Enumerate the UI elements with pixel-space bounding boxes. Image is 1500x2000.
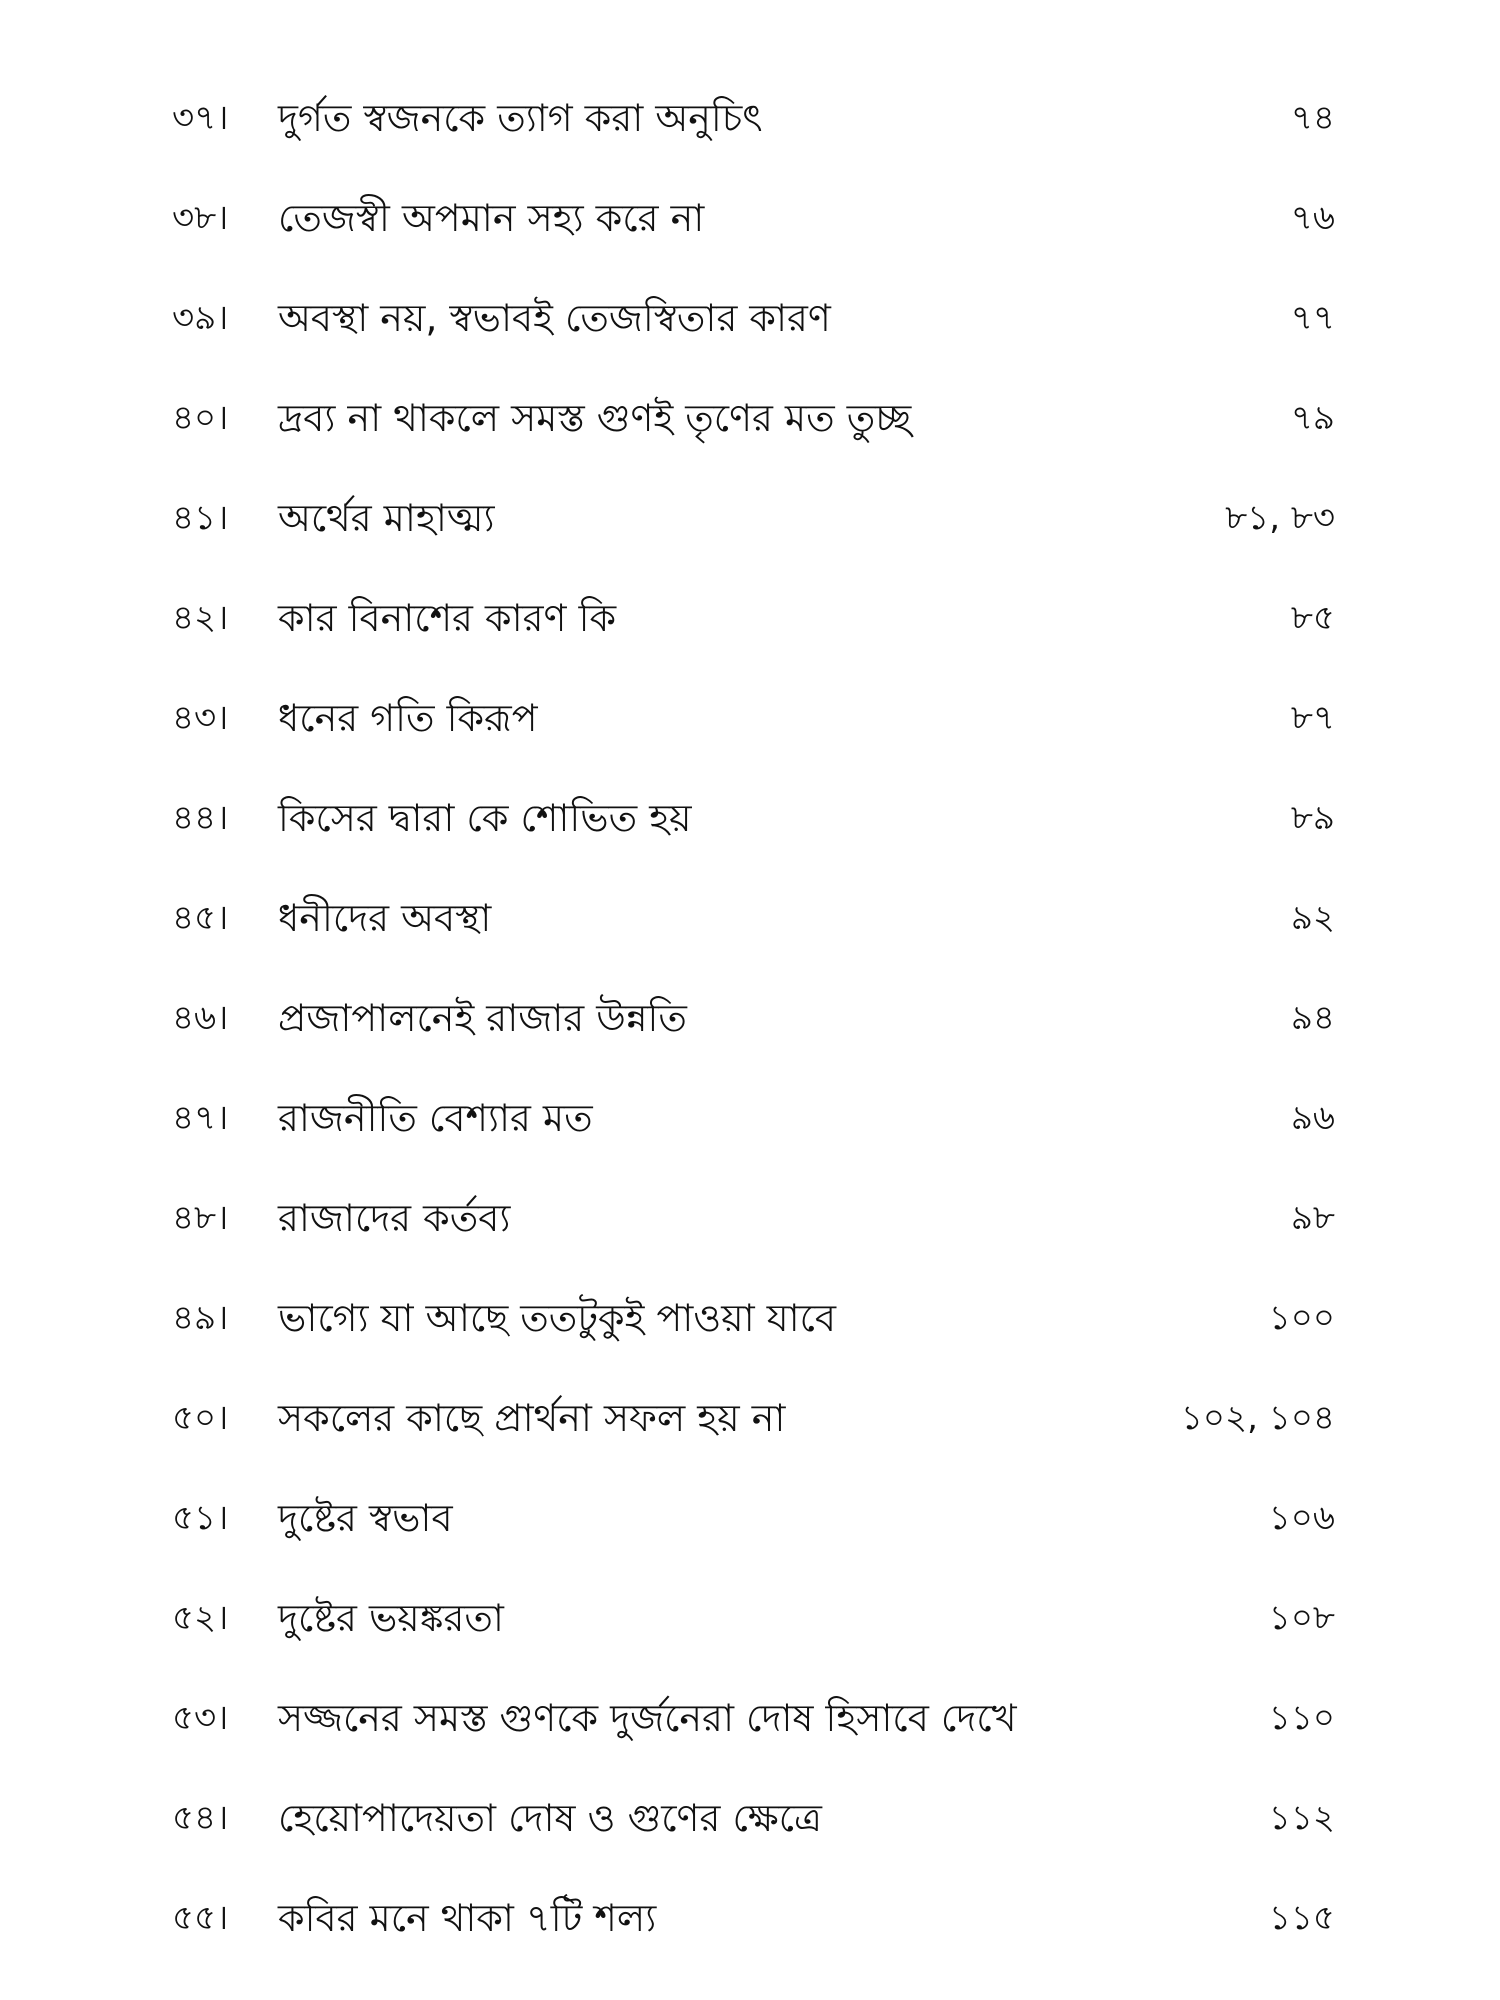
toc-entry: [0, 988, 1500, 1048]
toc-entry: [0, 188, 1500, 248]
entry-number: ৩৯।: [172, 298, 229, 338]
entry-page: ১০৮: [1268, 1598, 1335, 1638]
toc-entry: [0, 1488, 1500, 1548]
entry-page: ৮৯: [1290, 798, 1335, 838]
toc-entry: [0, 1588, 1500, 1648]
toc-entry: [0, 1888, 1500, 1948]
entry-page: ৭৯: [1290, 398, 1335, 438]
entry-page: ৯৪: [1290, 998, 1335, 1038]
entry-number: ৪১।: [172, 498, 229, 538]
entry-title: দুর্গত স্বজনকে ত্যাগ করা অনুচিৎ: [278, 96, 763, 140]
entry-number: ৫১।: [172, 1498, 229, 1538]
entry-title: হেয়োপাদেয়তা দোষ ও গুণের ক্ষেত্রে: [278, 1796, 822, 1840]
toc-entry: [0, 1088, 1500, 1148]
toc-entry: [0, 288, 1500, 348]
toc-entry: [0, 1188, 1500, 1248]
entry-number: ৪৮।: [172, 1198, 229, 1238]
entry-page: ৯৬: [1290, 1098, 1335, 1138]
entry-title: কবির মনে থাকা ৭টি শল্য: [278, 1896, 657, 1940]
entry-title: কার বিনাশের কারণ কি: [278, 596, 617, 640]
toc-entry: [0, 88, 1500, 148]
entry-number: ৪৬।: [172, 998, 229, 1038]
entry-number: ৩৭।: [172, 98, 229, 138]
toc-entry: [0, 788, 1500, 848]
entry-number: ৪৩।: [172, 698, 229, 738]
entry-number: ৪২।: [172, 598, 229, 638]
entry-number: ৪৫।: [172, 898, 229, 938]
entry-number: ৪৯।: [172, 1298, 229, 1338]
entry-title: অবস্থা নয়, স্বভাবই তেজস্বিতার কারণ: [278, 296, 831, 340]
entry-page: ৮১, ৮৩: [1225, 498, 1335, 538]
entry-page: ৮৫: [1290, 598, 1335, 638]
entry-title: প্রজাপালনেই রাজার উন্নতি: [278, 996, 687, 1040]
entry-title: কিসের দ্বারা কে শোভিত হয়: [278, 796, 692, 840]
entry-number: ৫৫।: [172, 1898, 229, 1938]
entry-title: সজ্জনের সমস্ত গুণকে দুর্জনেরা দোষ হিসাবে দেখে: [278, 1696, 1017, 1740]
entry-page: ১০৬: [1268, 1498, 1335, 1538]
toc-entry: [0, 488, 1500, 548]
entry-number: ৫৩।: [172, 1698, 229, 1738]
entry-title: ভাগ্যে যা আছে ততটুকুই পাওয়া যাবে: [278, 1296, 837, 1340]
toc-entry: [0, 588, 1500, 648]
entry-title: রাজাদের কর্তব্য: [278, 1196, 511, 1240]
entry-title: ধনীদের অবস্থা: [278, 896, 492, 940]
entry-title: তেজস্বী অপমান সহ্য করে না: [278, 196, 705, 240]
entry-page: ১১৫: [1268, 1898, 1335, 1938]
entry-page: ১১০: [1268, 1698, 1335, 1738]
toc-entry: [0, 1388, 1500, 1448]
entry-number: ৪৪।: [172, 798, 229, 838]
entry-title: রাজনীতি বেশ্যার মত: [278, 1096, 593, 1140]
entry-page: ৯৮: [1290, 1198, 1335, 1238]
entry-number: ৪০।: [172, 398, 229, 438]
entry-number: ৫৪।: [172, 1798, 229, 1838]
entry-number: ৪৭।: [172, 1098, 229, 1138]
entry-page: ১১২: [1268, 1798, 1335, 1838]
entry-number: ৩৮।: [172, 198, 229, 238]
toc-entry: [0, 1288, 1500, 1348]
entry-number: ৫২।: [172, 1598, 229, 1638]
entry-page: ৯২: [1290, 898, 1335, 938]
entry-page: ৭৭: [1290, 298, 1335, 338]
entry-page: ৭৪: [1290, 98, 1335, 138]
entry-title: অর্থের মাহাত্ম্য: [278, 496, 495, 540]
entry-title: দ্রব্য না থাকলে সমস্ত গুণই তৃণের মত তুচ্ছ: [278, 396, 912, 440]
entry-title: সকলের কাছে প্রার্থনা সফল হয় না: [278, 1396, 786, 1440]
entry-page: ৭৬: [1290, 198, 1335, 238]
entry-title: ধনের গতি কিরূপ: [278, 696, 538, 740]
entry-page: ৮৭: [1290, 698, 1335, 738]
entry-title: দুষ্টের স্বভাব: [278, 1496, 453, 1540]
toc-entry: [0, 388, 1500, 448]
entry-number: ৫০।: [172, 1398, 229, 1438]
toc-entry: [0, 888, 1500, 948]
entry-page: ১০২, ১০৪: [1180, 1398, 1335, 1438]
toc-entry: [0, 688, 1500, 748]
toc-entry: [0, 1788, 1500, 1848]
entry-page: ১০০: [1268, 1298, 1335, 1338]
toc-entry: [0, 1688, 1500, 1748]
entry-title: দুষ্টের ভয়ঙ্করতা: [278, 1596, 504, 1640]
